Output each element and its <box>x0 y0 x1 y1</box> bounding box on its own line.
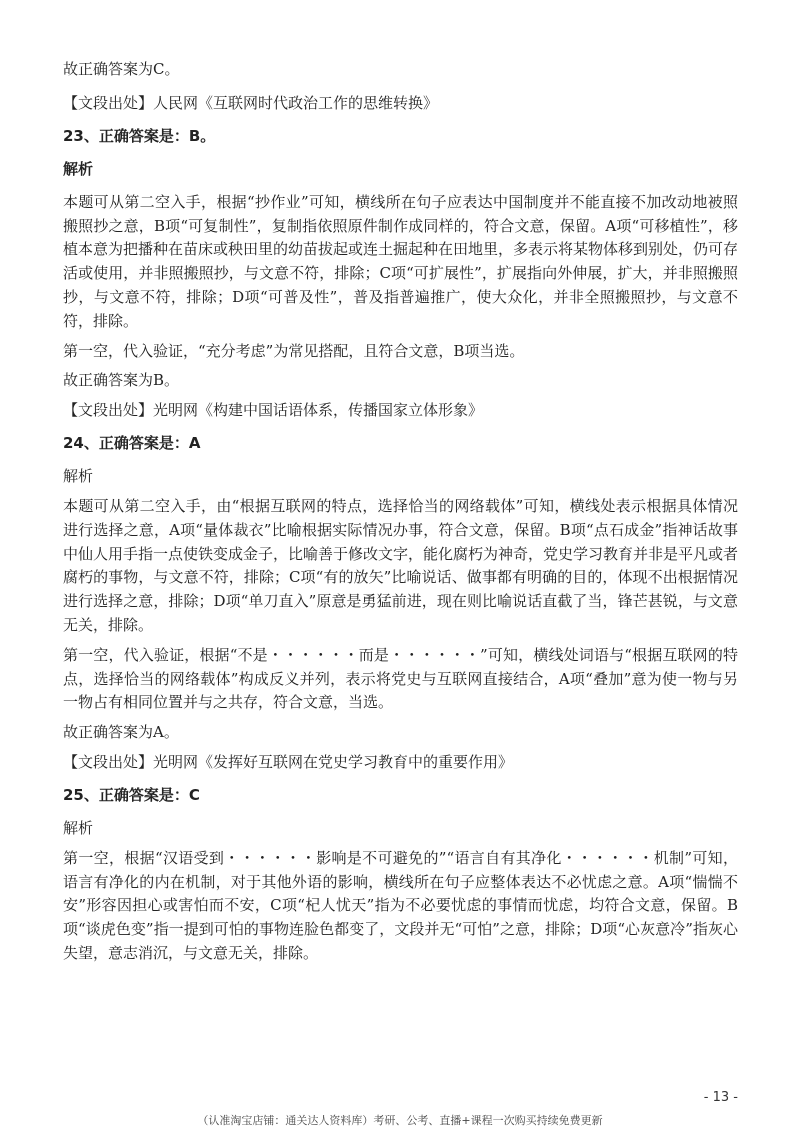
paragraph: 第一空，代入验证，根据“不是・・・・・・而是・・・・・・”可知，横线处词语与“根据互联网的特点，选择恰当的网络载体”构成反义并列，表示将党史与互联网直接结合，A项“叠加”意为使一物与另一物占有相同位置并与之共存，符合文意，当选。 <box>63 645 738 712</box>
paragraph: 故正确答案为A。 <box>63 723 179 742</box>
paragraph: 第一空，根据“汉语受到・・・・・・影响是不可避免的”“语言自有其净化・・・・・・机制”可知，语言有净化的内在机制，对于其他外语的影响，横线所在句子应整体表达不必忧虑之意。A项“惴惴不安”形容因担心或害怕而不安，C项“杞人忧天”指为不必要忧虑的事情而忧虑，均符合文意，保留。B项“谈虎色变”指一提到可怕的事物连脸色都变了，文段并无“可怕”之意，排除；D项“心灰意冷”指灰心失望，意志消沉，与文意无关，排除。 <box>63 848 738 962</box>
paragraph: 本题可从第二空入手，由“根据互联网的特点，选择恰当的网络载体”可知，横线处表示根据具体情况进行选择之意，A项“量体裁衣”比喻根据实际情况办事，符合文意，保留。B项“点石成金”指神话故事中仙人用手指一点使铁变成金子，比喻善于修改文字，能化腐朽为神奇，党史学习教育并非是平凡或者腐朽的事物，与文意不符，排除；C项“有的放矢”比喻说话、做事都有明确的目的，体现不出根据情况进行选择之意，排除；D项“单刀直入”原意是勇猛前进，现在则比喻说话直截了当，锋芒甚锐，与文意无关，排除。 <box>63 496 739 634</box>
paragraph: 第一空，代入验证，“充分考虑”为常见搭配，且符合文意，B项当选。 <box>63 341 525 360</box>
analysis-heading: 解析 <box>63 159 94 178</box>
analysis-label: 解析 <box>63 467 94 486</box>
answer-heading: 23、正确答案是：B。 <box>63 126 216 145</box>
source-citation: 【文段出处】人民网《互联网时代政治工作的思维转换》 <box>63 93 439 112</box>
analysis-label: 解析 <box>63 818 94 837</box>
document-body <box>63 58 738 972</box>
source-citation: 【文段出处】光明网《构建中国话语体系，传播国家立体形象》 <box>63 401 484 420</box>
answer-heading: 24、正确答案是：A <box>63 434 201 453</box>
source-citation: 【文段出处】光明网《发挥好互联网在党史学习教育中的重要作用》 <box>63 752 514 771</box>
page-footer: （认准淘宝店铺：通关达人资料库）考研、公考、直播+课程一次购买持续免费更新 <box>197 1114 603 1127</box>
paragraph: 本题可从第二空入手，根据“抄作业”可知，横线所在句子应表达中国制度并不能直接不加改动地被照搬照抄之意，B项“可复制性”，复制指依照原件制作成同样的，符合文意，保留。A项“可移植性”，移植本意为把播种在苗床或秧田里的幼苗拔起或连土掘起种在田地里，多表示将某物体移到别处，仍可存活或使用，并非照搬照抄，与文意不符，排除；C项“可扩展性”，扩展指向外伸展，扩大，并非照搬照抄，与文意不符，排除；D项“可普及性”，普及指普遍推广，使大众化，并非全照搬照抄，与文意不符，排除。 <box>63 192 739 330</box>
page-number: - 13 - <box>703 1090 738 1105</box>
answer-heading: 25、正确答案是：C <box>63 785 200 804</box>
paragraph: 故正确答案为B。 <box>63 371 180 390</box>
paragraph: 故正确答案为C。 <box>63 60 180 78</box>
